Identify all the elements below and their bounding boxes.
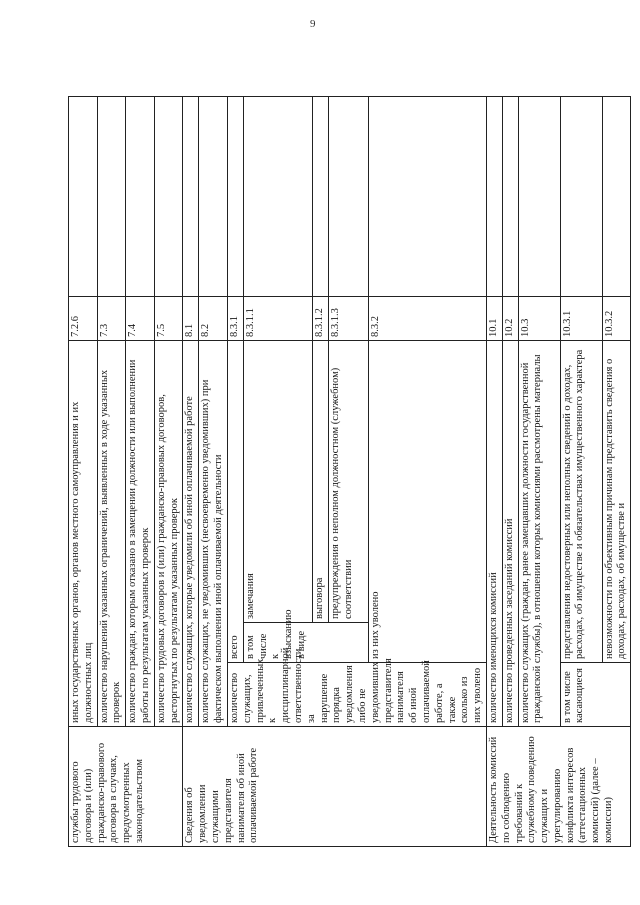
- row-8-1-text: количество служащих, которые уведомили об иной оплачиваемой работе: [183, 340, 199, 726]
- row-8-3-1-1-num: 8.3.1.1: [243, 296, 312, 340]
- page-number: 9: [310, 18, 316, 30]
- row-8-3-1-3-num: 8.3.1.3: [328, 296, 368, 340]
- row-10-1-text: количество имеющихся комиссий: [486, 340, 502, 726]
- row-7-5-text: количество трудовых договоров и (или) гражданско-правовых договоров, расторгнутых по результатам указанных проверок: [154, 340, 183, 726]
- row-8-3-2-num: 8.3.2: [368, 296, 486, 340]
- row-7-5-value: [154, 96, 183, 296]
- row-10-3-1-text: представления недостоверных или неполных сведений о доходах, расходах, об имуществе и обязательствах имущественного характера: [560, 340, 602, 662]
- row-10-3-value: [518, 96, 560, 296]
- row-10-3-1-value: [560, 96, 602, 296]
- row-7-2-6-value: [69, 96, 98, 296]
- row-8-3-2-text: из них уволено: [368, 340, 486, 662]
- row-8-3-1-1-text: замечания: [243, 340, 312, 622]
- row-8-3-1-2-text: выговора: [313, 340, 329, 622]
- row-8-3-1-2-value: [313, 96, 329, 296]
- row-8-3-1-3-text: предупреждения о неполном должностном (служебном) соответствии: [328, 340, 368, 622]
- row-10-3-2-value: [602, 96, 631, 296]
- row-8-3-vtom: в том числе к взысканию в виде: [243, 623, 368, 663]
- row-8-3-1-2-num: 8.3.1.2: [313, 296, 329, 340]
- row-7-3-num: 7.3: [97, 296, 126, 340]
- row-8-2-text: количество служащих, не уведомивших (несвоевременно уведомивших) при фактическом выполнении иной оплачиваемой деятельности: [199, 340, 228, 726]
- row-8-3-1-1-value: [243, 96, 312, 296]
- row-8-3-1-value: [227, 96, 243, 296]
- table-row: [69, 96, 98, 846]
- row-7-3-value: [97, 96, 126, 296]
- row-10-2-text: количество проведенных заседаний комиссий: [502, 340, 518, 726]
- row-10-3-num: 10.3: [518, 296, 560, 340]
- row-10-3-1-num: 10.3.1: [560, 296, 602, 340]
- row-8-3-1-num: 8.3.1: [227, 296, 243, 340]
- block8-title-cell: Сведения об уведомлении служащими представителя нанимателя об иной оплачиваемой работе: [183, 727, 487, 847]
- row-8-1-num: 8.1: [183, 296, 199, 340]
- table-row: [183, 96, 199, 846]
- row-7-2-6-text: иных государственных органов, органов местного самоуправления и их должностных лиц: [69, 340, 98, 726]
- row-8-3-1-3-value: [328, 96, 368, 296]
- row-10-2-value: [502, 96, 518, 296]
- row-7-2-6-num: 7.2.6: [69, 296, 98, 340]
- row-8-1-value: [183, 96, 199, 296]
- block7-title-cell: службы трудового договора и (или) гражданско-правового договора в случаях, предусмотренных законодательством: [69, 727, 183, 847]
- row-8-3-2-value: [368, 96, 486, 296]
- table-row: [486, 96, 502, 846]
- row-10-3-2-text: невозможности по объективным причинам представить сведения о доходах, расходах, об имуществе и: [602, 340, 631, 662]
- row-7-4-num: 7.4: [126, 296, 155, 340]
- report-table: [68, 96, 631, 847]
- row-8-2-num: 8.2: [199, 296, 228, 340]
- block10-title-cell: Деятельность комиссий по соблюдению требований к служебному поведению служащих и урегулированию конфликта интересов (аттестационных комиссий) (далее – комиссии): [486, 727, 630, 847]
- row-7-5-num: 7.5: [154, 296, 183, 340]
- row-10-3-2-num: 10.3.2: [602, 296, 631, 340]
- row-10-2-num: 10.2: [502, 296, 518, 340]
- row-10-3-text: количество служащих (граждан, ранее замещавших должности государственной гражданской службы), в отношении которых комиссиями рассмотрены материалы: [518, 340, 560, 726]
- row-8-3-1-text: всего: [227, 340, 243, 662]
- row-10-3-vtom: в том числе касающиеся: [560, 663, 631, 727]
- row-10-1-num: 10.1: [486, 296, 502, 340]
- row-7-3-text: количество нарушений указанных ограничений, выявленных в ходе указанных проверок: [97, 340, 126, 726]
- row-7-4-value: [126, 96, 155, 296]
- row-10-1-value: [486, 96, 502, 296]
- row-8-3-text: количество служащих, привлеченных к дисциплинарной ответственности за нарушение порядка уведомления либо не уведомивших представителя нанимателя об иной оплачиваемой работе, а также сколько из них уволено: [227, 663, 486, 727]
- row-8-2-value: [199, 96, 228, 296]
- row-7-4-text: количество граждан, которым отказано в замещении должности или выполнении работы по результатам указанных проверок: [126, 340, 155, 726]
